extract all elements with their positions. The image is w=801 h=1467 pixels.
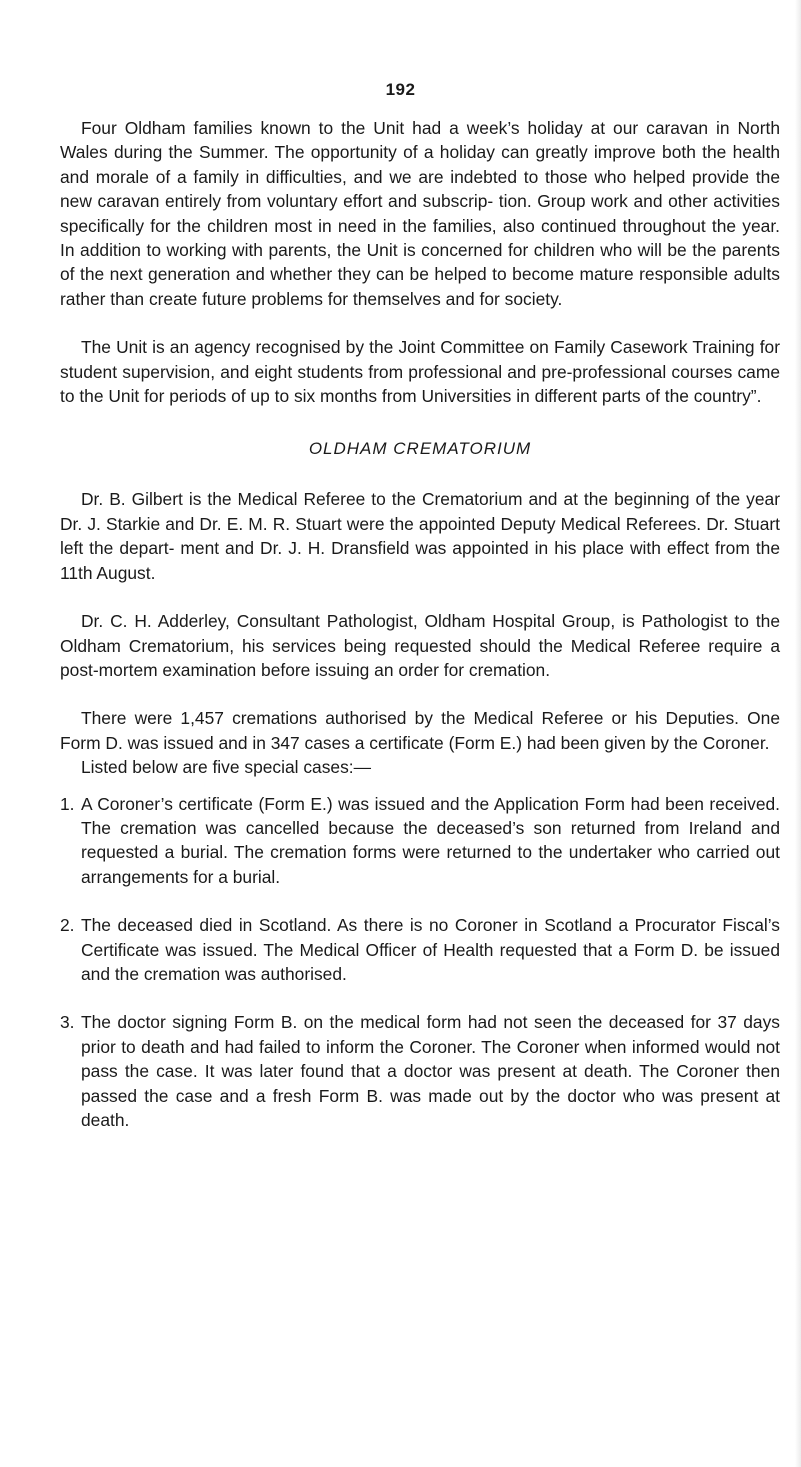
paragraph-medical-referee: Dr. B. Gilbert is the Medical Referee to the Crematorium and at the beginning of the year Dr. J. Starkie and Dr. E. M. R. Stuart were the appointed Deputy Medical Referees. Dr. Stuart left the depart- ment and Dr. J. H. Dransfield was appointed in his place with effect from the 11th August. — [60, 489, 780, 583]
list-item-text: The deceased died in Scotland. As there is no Coroner in Scotland a Procurator Fiscal’s Certificate was issued. The Medical Officer of Health requested that a Form D. be issued and the cremation was authorised. — [81, 915, 780, 984]
paragraph-unit-agency: The Unit is an agency recognised by the Joint Committee on Family Casework Training for student supervision, and eight students from professional and pre-professional courses came to the Unit for periods of up to six months from Universities in different parts of the country”. — [60, 337, 780, 407]
special-cases-list — [60, 792, 780, 1133]
page-content — [60, 116, 780, 1132]
list-item-text: The doctor signing Form B. on the medical form had not seen the deceased for 37 days prior to death and had failed to inform the Coroner. The Coroner when informed would not pass the case. It was later found that a doctor was present at death. The Coroner then passed the case and a fresh Form B. was made out by the doctor who was present at death. — [81, 1012, 780, 1130]
list-item-text: A Coroner’s certificate (Form E.) was issued and the Application Form had been received. The cremation was cancelled because the deceased’s son returned from Ireland and requested a burial. The cremation forms were returned to the undertaker who carried out arrangements for a burial. — [81, 793, 780, 887]
paragraph-special-cases-intro: Listed below are five special cases:— — [81, 757, 371, 778]
paragraph-caravan-holiday: Four Oldham families known to the Unit had a week’s holiday at our caravan in North Wales during the Summer. The opportunity of a holiday can greatly improve both the health and morale of a family in difficulties, and we are indebted to those who helped provide the new caravan entirely from voluntary effort and subscrip- tion. Group work and other activities specifically for the children most in need in the families, also continued throughout the year. In addition to working with parents, the Unit is concerned for children who will be the parents of the next generation and whether they can be helped to become mature responsible adults rather than create future problems for themselves and for society. — [60, 118, 780, 309]
list-item-number: 2. — [60, 915, 75, 936]
paragraph-pathologist: Dr. C. H. Adderley, Consultant Pathologist, Oldham Hospital Group, is Pathologist to the Oldham Crematorium, his services being requested should the Medical Referee require a post-mortem examination before issuing an order for cremation. — [60, 611, 780, 680]
list-item-number: 3. — [60, 1012, 75, 1033]
list-item-number: 1. — [60, 793, 75, 814]
page-edge-shadow — [795, 0, 801, 1467]
paragraph-cremations-count: There were 1,457 cremations authorised by the Medical Referee or his Deputies. One Form D. was issued and in 347 cases a certificate (Form E.) had been given by the Coroner. — [60, 708, 780, 753]
list-item — [60, 913, 780, 986]
section-heading-crematorium: OLDHAM CREMATORIUM — [308, 439, 532, 459]
list-item — [60, 792, 780, 890]
page-number: 192 — [385, 80, 416, 99]
list-item — [60, 1010, 780, 1132]
